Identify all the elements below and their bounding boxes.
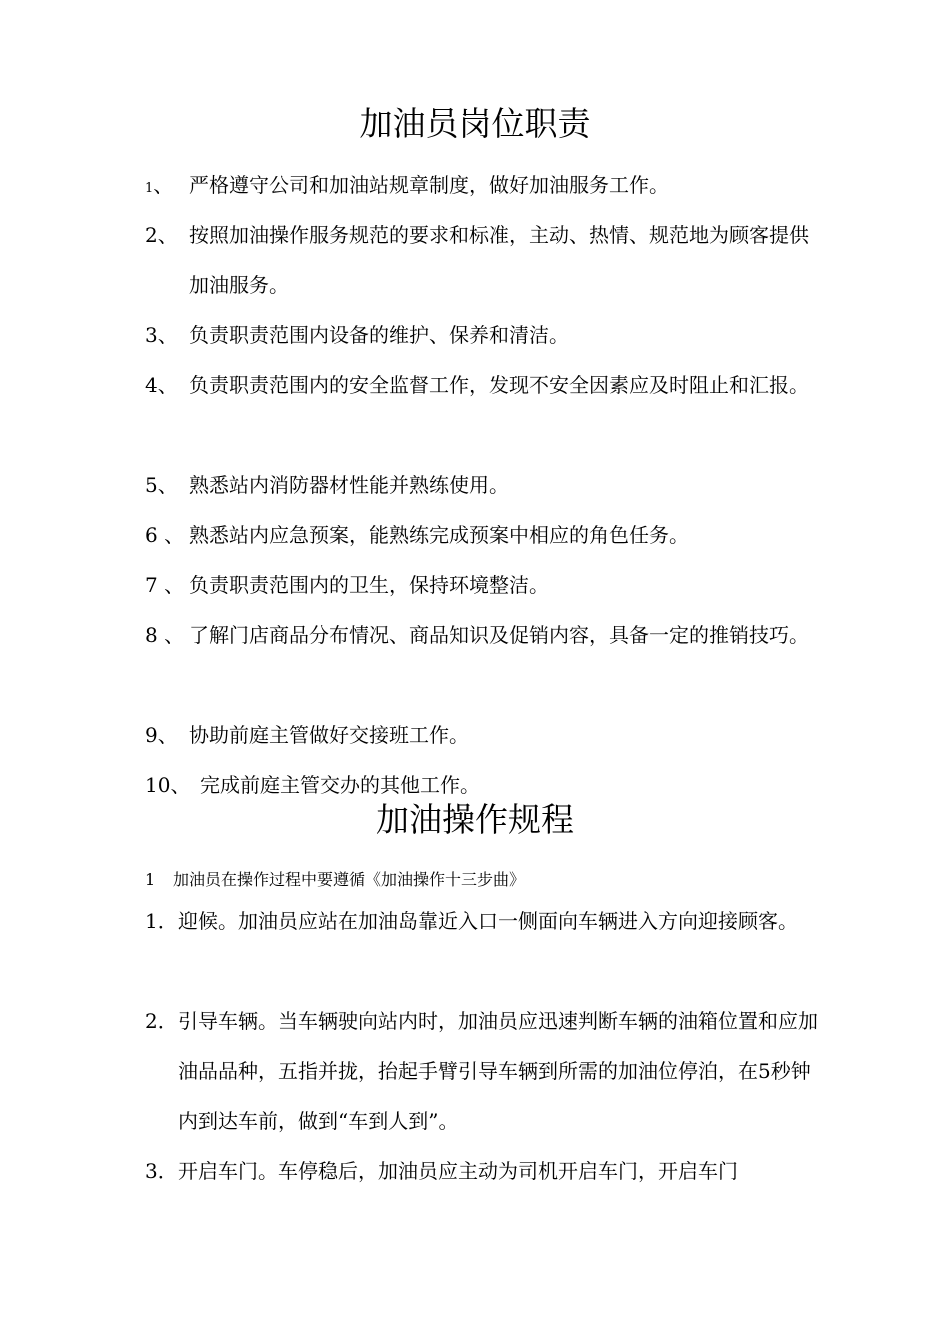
item-text: 熟悉站内消防器材性能并熟练使用。 (189, 473, 509, 497)
step-text: 迎候。加油员应站在加油岛靠近入口一侧面向车辆进入方向迎接顾客。 (178, 909, 798, 933)
item-separator: 、 (157, 723, 178, 747)
item-text: 负责职责范围内的安全监督工作，发现不安全因素应及时阻止和汇报。 (189, 373, 809, 397)
item-separator: 、 (157, 573, 185, 597)
item-text: 了解门店商品分布情况、商品知识及促销内容，具备一定的推销技巧。 (189, 623, 809, 647)
step-item (145, 1146, 825, 1196)
note-number: 1 (145, 870, 156, 889)
item-text: 负责职责范围内的卫生，保持环境整洁。 (189, 573, 549, 597)
item-number: 6 (145, 523, 158, 547)
item-number: 10 (145, 773, 171, 797)
item-separator: 、 (170, 773, 191, 797)
item-separator: 、 (157, 373, 178, 397)
item-separator: 、 (157, 223, 178, 247)
item-number: 3 (145, 323, 158, 347)
step-number: 3． (145, 1159, 178, 1183)
item-separator: 、 (157, 323, 178, 347)
list-item (145, 510, 825, 560)
item-number: 5 (145, 473, 158, 497)
item-number: 1 (145, 181, 154, 196)
section-note (145, 866, 825, 894)
step-item (145, 896, 825, 946)
list-item (145, 310, 825, 360)
step-number: 1． (145, 909, 178, 933)
list-item (145, 360, 825, 410)
item-text: 负责职责范围内设备的维护、保养和清洁。 (189, 323, 569, 347)
item-number: 4 (145, 373, 158, 397)
item-number: 7 (145, 573, 158, 597)
item-text: 完成前庭主管交办的其他工作。 (200, 773, 480, 797)
section-title: 加油操作规程 (376, 800, 574, 839)
list-item (145, 460, 825, 510)
page-title: 加油员岗位职责 (359, 104, 591, 143)
item-number: 2 (145, 223, 158, 247)
item-separator: 、 (153, 173, 174, 197)
item-number: 9 (145, 723, 158, 747)
item-text: 严格遵守公司和加油站规章制度，做好加油服务工作。 (189, 173, 669, 197)
item-text: 按照加油操作服务规范的要求和标准，主动、热情、规范地为顾客提供加油服务。 (189, 223, 809, 297)
list-item (145, 210, 825, 310)
item-separator: 、 (157, 523, 185, 547)
step-text: 引导车辆。当车辆驶向站内时，加油员应迅速判断车辆的油箱位置和应加油品品种，五指并拢，抬起手臂引导车辆到所需的加油位停泊，在5秒钟内到达车前，做到“车到人到”。 (178, 1009, 818, 1133)
item-text: 协助前庭主管做好交接班工作。 (189, 723, 469, 747)
step-number: 2． (145, 1009, 178, 1033)
list-item (145, 710, 825, 760)
list-item (145, 610, 825, 660)
list-item (145, 560, 825, 610)
note-text: 加油员在操作过程中要遵循《加油操作十三步曲》 (173, 870, 526, 889)
item-number: 8 (145, 623, 158, 647)
item-separator: 、 (157, 623, 185, 647)
list-item (145, 160, 825, 210)
step-text: 开启车门。车停稳后，加油员应主动为司机开启车门，开启车门 (178, 1159, 738, 1183)
item-separator: 、 (157, 473, 178, 497)
item-text: 熟悉站内应急预案，能熟练完成预案中相应的角色任务。 (189, 523, 689, 547)
step-item (145, 996, 825, 1146)
